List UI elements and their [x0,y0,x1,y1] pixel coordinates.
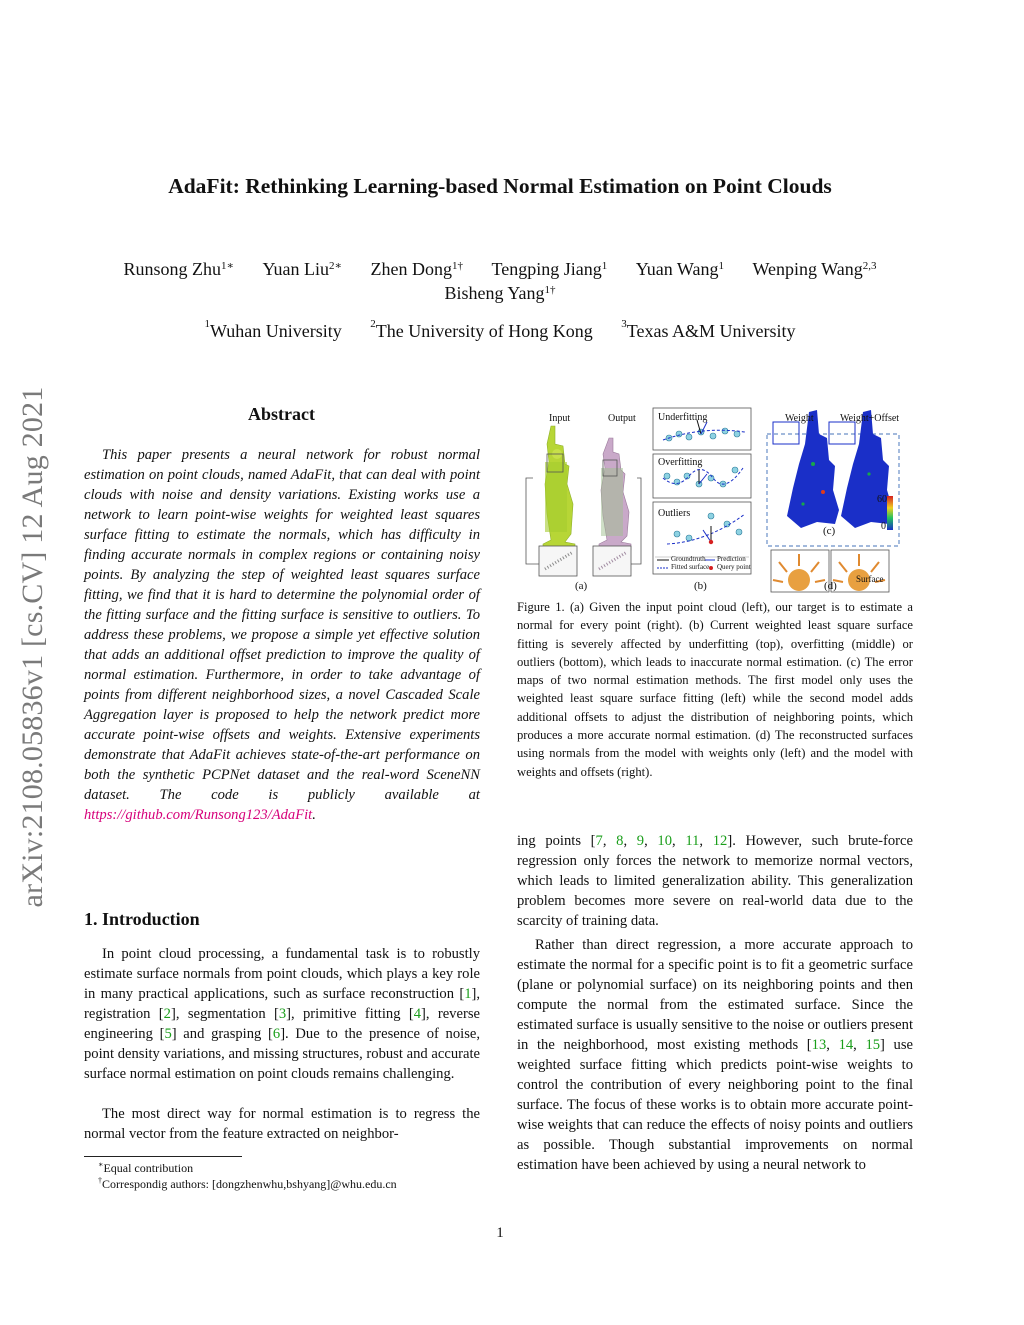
label-scale-max: 60 [877,494,887,505]
author: Runsong Zhu$^{1∗}$ [123,259,235,279]
error-colorbar [887,496,893,530]
label-scale-min: 0 [881,521,886,532]
citation-link[interactable]: 11 [685,833,700,849]
label-input: Input [549,413,571,424]
label-weight: Weight [785,413,814,424]
author: Tengping Jiang$^1$ [491,259,608,279]
label-surface: Surface [856,574,884,584]
footnote-corresponding: †Correspondig authors: [dongzhenwhu,bshyang]@whu.edu.cn [98,1176,397,1191]
sublabel-d: (d) [824,580,837,592]
affiliation: $^2$The University of Hong Kong [370,318,593,341]
legend-prediction: Prediction [717,555,746,563]
citation-link[interactable]: 12 [712,833,728,849]
citation-link[interactable]: 13 [811,1037,827,1053]
legend-query-point: Query point [717,563,751,571]
citation-link[interactable]: 15 [865,1037,881,1053]
label-output: Output [608,413,636,424]
code-link[interactable]: https://github.com/Runsong123/AdaFit [84,807,313,823]
affiliation: $^3$Texas A&M University [621,318,796,341]
input-point-cloud [543,426,575,550]
reconstructed-surface-weight [771,550,829,592]
citation-link[interactable]: 3 [278,1006,287,1022]
citation-link[interactable]: 7 [595,833,603,849]
affiliation-list [60,318,940,342]
page-number: 1 [496,1225,504,1241]
author: Yuan Wang$^1$ [635,259,724,279]
citation-link[interactable]: 2 [163,1006,171,1022]
abstract-text: This paper presents a neural network for robust normal estimation on point clouds, named AdaFit, that can deal with point clouds with noise and density variations. Existing works use a network to learn point-wise weights for weighted least squares surface fitting to estimate the normals, which has difficulty in finding accurate normals in complex regions or containing noisy points. By analyzing the step of weighted least squares surface fitting, we find that it is hard to determine the polynomial order of the fitting surface and the fitting surface is sensitive to outliers. To address these problems, we propose a simple yet effective solution that adds an additional offset prediction to improve the quality of normal estimation. Furthermore, in order to take advantage of points from different neighborhood sizes, a novel Cascaded Scale Aggregation layer is proposed to help the network predict more accurate point-wise offsets and weights. Extensive experiments demonstrate that AdaFit achieves state-of-the-art performance on both the synthetic PCPNet dataset and the real-word SceneNN dataset. The code is publicly available at [84,447,480,803]
sublabel-a: (a) [575,580,588,592]
reconstructed-surface-weight-offset [831,550,889,592]
citation-link[interactable]: 10 [657,833,673,849]
author: Zhen Dong$^{1\dagger}$ [370,259,463,279]
label-overfitting: Overfitting [658,457,703,468]
sublabel-b: (b) [694,580,707,592]
label-outliers: Outliers [658,508,691,519]
intro-paragraph-2: The most direct way for normal estimation is to regress the normal vector from the feature extracted on neighbor- [84,1106,480,1142]
citation-link[interactable]: 1 [464,986,472,1002]
author-list [60,257,940,305]
output-point-cloud [599,438,631,550]
author: Yuan Liu$^{2∗}$ [262,259,343,279]
abstract-body [84,445,480,825]
label-weight-offset: Weight+Offset [840,413,900,424]
footnote-rule [84,1156,242,1157]
figure-1-caption: Figure 1. (a) Given the input point cloud (left), our target is to estimate a normal for every point (right). (b) Current weighted least square surface fitting is severely affected by underfitting (top), overfitting (middle) or outliers (bottom), which leads to inaccurate normal estimation. (c) The error maps of two normal estimation methods. The first model only uses the weighted least square surface fitting (left) while the second model adds additional offsets to adjust the distribution of neighboring points, which produces a more accurate normal estimation. (d) The reconstructed surfaces using normals from the model with weights only (left) and the model with weights and offsets (right). [517,600,913,779]
paper-title: AdaFit: Rethinking Learning-based Normal Estimation on Point Clouds [168,174,832,198]
intro-paragraph-4: Rather than direct regression, a more accurate approach to estimate the normal for a specific point is to fit a geometric surface (plane or polynomial surface) on its neighboring points and then compute the normal from the estimated surface. Since the estimated surface is usually sensitive to the noise or outliers present in the neighborhood, most existing methods [13, 14, 15] use weighted surface fitting which predicts point-wise weights to control the contribution of every neighboring point to the final surface. The focus of these works is to obtain more accurate point-wise weights that can reduce the effects of noisy points and outliers as possible. Though substantial improvements on normal estimation have been achieved by using a neural network to [517,937,914,1173]
legend-fitted-surface: Fitted surface [671,563,710,571]
citation-link[interactable]: 5 [164,1026,172,1042]
abstract-end: . [312,807,316,823]
intro-paragraph-1: In point cloud processing, a fundamental task is to robustly estimate surface normals from point clouds, which plays a key role in many practical applications, such as surface reconstruction [1], registration [2], segmentation [3], primitive fitting [4], reverse engineering [5] and grasping [6]. Due to the presence of noise, point density variations, and missing structures, robust and accurate surface normal estimation on point clouds remains challenging. [84,946,481,1082]
arxiv-id: arXiv:2108.05836v1 [cs.CV] 12 Aug 2021 [16,386,49,908]
affiliation: $^1$Wuhan University [204,318,342,341]
citation-link[interactable]: 9 [636,833,645,849]
section-heading-introduction: 1. Introduction [84,909,200,929]
citation-link[interactable]: 14 [838,1037,854,1053]
author: Bisheng Yang$^{1\dagger}$ [444,283,556,303]
label-c: (c) [823,525,836,537]
label-underfitting: Underfitting [658,412,708,423]
citation-link[interactable]: 4 [413,1006,421,1022]
normal-arrows [697,420,713,544]
intro-paragraph-3: ing points [7, 8, 9, 10, 11, 12]. However, such brute-force regression only forces the network to memorize normal vectors, which leads to limited generalization ability. This generalization problem becomes more severe on real-world data due to the scarcity of training data. [517,833,913,929]
footnote-equal-contribution: ∗Equal contribution [98,1160,194,1175]
author: Wenping Wang$^{2,3}$ [752,259,877,279]
citation-link[interactable]: 8 [616,833,624,849]
abstract-heading: Abstract [248,404,315,424]
legend-groundtruth: Groundtruth [671,555,706,563]
figure-1-graphic [517,404,913,598]
arxiv-stamp [8,352,58,942]
figure-1 [517,404,913,598]
citation-link[interactable]: 6 [272,1026,281,1042]
